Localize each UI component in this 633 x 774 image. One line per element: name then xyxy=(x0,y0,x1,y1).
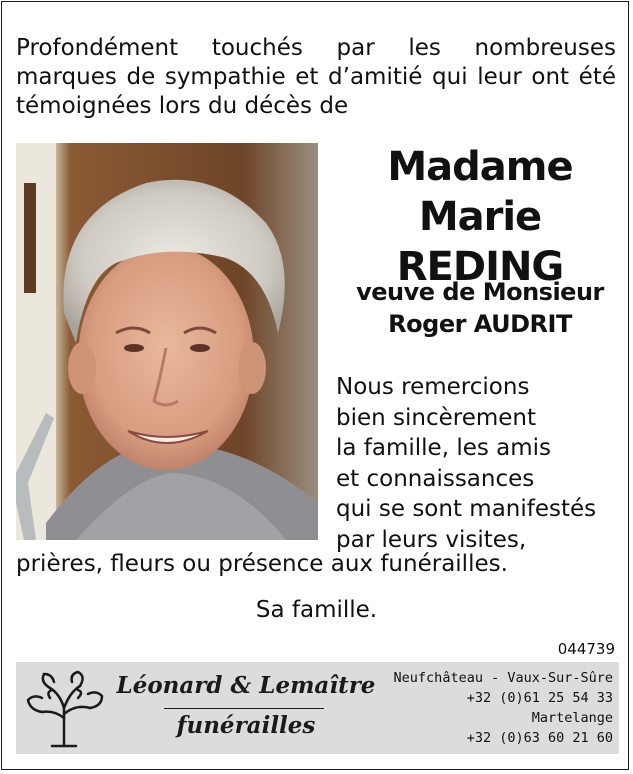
thanks-line: la famille, les amis xyxy=(336,435,552,461)
contact-line: Neufchâteau - Vaux-Sur-Sûre xyxy=(393,670,613,686)
widow-line-1: veuve de Monsieur xyxy=(356,278,604,306)
intro-text xyxy=(16,34,616,121)
intro-line-2: marques de sympathie et d’amitié qui leur ont été xyxy=(16,64,616,90)
thanks-last-line: prières, fleurs ou présence aux funérailles. xyxy=(16,551,508,577)
funeral-home-banner xyxy=(16,662,619,754)
funeral-home-contacts xyxy=(373,668,613,748)
portrait-illustration xyxy=(16,143,318,540)
contact-line: Martelange xyxy=(531,710,613,726)
funeral-home-subtitle: funérailles xyxy=(176,712,316,739)
contact-line: +32 (0)61 25 54 33 xyxy=(466,690,613,706)
thanks-line: par leurs visites, xyxy=(336,526,527,553)
intro-line-1: Profondément touchés par les nombreuses xyxy=(16,35,616,61)
deceased-name: Marie REDING xyxy=(396,194,564,290)
thanks-line: et connaissances xyxy=(336,465,535,492)
funeral-home-name: Léonard & Lemaître xyxy=(116,672,376,699)
thanks-line: bien sincèrement xyxy=(336,404,537,431)
intro-line-3: témoignées lors du décès de xyxy=(16,93,349,119)
thanks-text xyxy=(336,372,626,555)
deceased-title: Madame xyxy=(387,144,573,190)
widow-line-2: Roger AUDRIT xyxy=(388,310,572,338)
reference-number: 044739 xyxy=(557,640,615,658)
tree-icon xyxy=(20,668,108,748)
signature: Sa famille. xyxy=(255,597,378,623)
widow-block xyxy=(330,276,630,340)
deceased-name-block xyxy=(330,142,630,292)
brand-divider xyxy=(164,708,324,709)
thanks-line: qui se sont manifestés xyxy=(336,496,597,522)
contact-line: +32 (0)63 60 21 60 xyxy=(466,730,613,746)
thanks-line: Nous remercions xyxy=(336,374,530,400)
portrait-photo xyxy=(16,143,318,540)
